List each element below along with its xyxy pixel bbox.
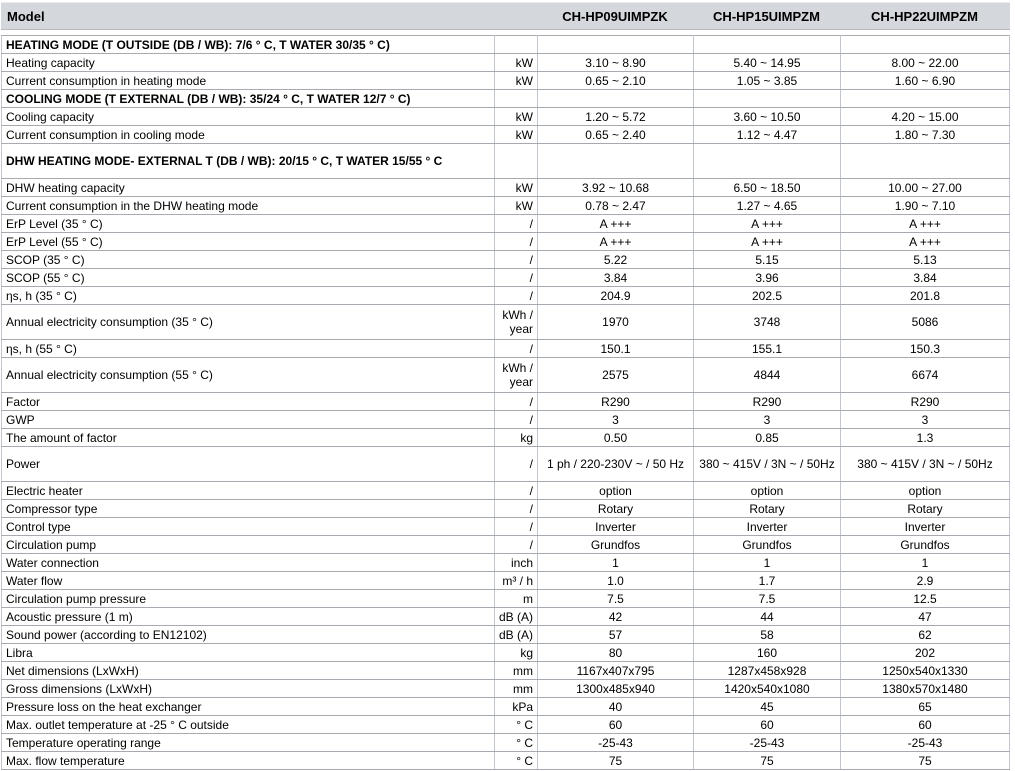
value-cell (841, 36, 1010, 54)
param-label: Heating capacity (2, 54, 495, 72)
table-row (2, 340, 1010, 358)
param-label: ErP Level (35 ° C) (2, 215, 495, 233)
value-cell: 150.3 (841, 340, 1010, 358)
param-label: Net dimensions (LxWxH) (2, 662, 495, 680)
table-row (2, 572, 1010, 590)
value-cell: 201.8 (841, 287, 1010, 305)
value-cell: 204.9 (538, 287, 694, 305)
table-row (2, 716, 1010, 734)
value-cell: 1250x540x1330 (841, 662, 1010, 680)
param-label: Libra (2, 644, 495, 662)
unit-cell: ° C (495, 752, 538, 770)
model-header-label: Model (7, 8, 45, 24)
param-label: Current consumption in the DHW heating mode (2, 197, 495, 215)
value-cell: A +++ (538, 215, 694, 233)
value-cell: 1.20 ~ 5.72 (538, 108, 694, 126)
value-cell: -25-43 (841, 734, 1010, 752)
value-cell: 6.50 ~ 18.50 (694, 179, 841, 197)
param-label: Control type (2, 518, 495, 536)
value-cell: 1.60 ~ 6.90 (841, 72, 1010, 90)
spec-table (1, 35, 1010, 770)
value-cell: 1380x570x1480 (841, 680, 1010, 698)
section-row (2, 36, 1010, 54)
unit-cell: dB (A) (495, 608, 538, 626)
value-cell: 202.5 (694, 287, 841, 305)
value-cell: 7.5 (538, 590, 694, 608)
value-cell: 3 (694, 411, 841, 429)
value-cell: 1.3 (841, 429, 1010, 447)
param-label: SCOP (55 ° C) (2, 269, 495, 287)
value-cell: Rotary (694, 500, 841, 518)
param-label: Sound power (according to EN12102) (2, 626, 495, 644)
table-row (2, 197, 1010, 215)
table-row (2, 287, 1010, 305)
value-cell: 12.5 (841, 590, 1010, 608)
table-row (2, 698, 1010, 716)
value-cell: Grundfos (694, 536, 841, 554)
value-cell: 1.7 (694, 572, 841, 590)
unit-cell: kPa (495, 698, 538, 716)
value-cell: 1.05 ~ 3.85 (694, 72, 841, 90)
value-cell: 62 (841, 626, 1010, 644)
value-cell: 202 (841, 644, 1010, 662)
value-cell: 3 (841, 411, 1010, 429)
column-header-model-2: CH-HP15UIMPZM (713, 8, 820, 24)
value-cell: 75 (694, 752, 841, 770)
value-cell: A +++ (841, 215, 1010, 233)
value-cell: 3.10 ~ 8.90 (538, 54, 694, 72)
param-label: Max. flow temperature (2, 752, 495, 770)
param-label: Max. outlet temperature at -25 ° C outside (2, 716, 495, 734)
value-cell: 380 ~ 415V / 3N ~ / 50Hz (841, 447, 1010, 482)
value-cell: 60 (538, 716, 694, 734)
value-cell: Rotary (841, 500, 1010, 518)
value-cell: 4844 (694, 358, 841, 393)
value-cell: 60 (694, 716, 841, 734)
value-cell: 150.1 (538, 340, 694, 358)
unit-cell: ° C (495, 716, 538, 734)
param-label: Power (2, 447, 495, 482)
table-row (2, 590, 1010, 608)
unit-cell: / (495, 251, 538, 269)
param-label: Circulation pump pressure (2, 590, 495, 608)
value-cell (538, 144, 694, 179)
table-header-row (1, 2, 1010, 30)
column-header-model-1: CH-HP09UIMPZK (562, 8, 668, 24)
spec-sheet (1, 2, 1010, 770)
unit-cell: / (495, 500, 538, 518)
section-row (2, 144, 1010, 179)
unit-cell: / (495, 536, 538, 554)
table-row (2, 251, 1010, 269)
value-cell: A +++ (538, 233, 694, 251)
value-cell: 160 (694, 644, 841, 662)
unit-cell: mm (495, 680, 538, 698)
param-label: Annual electricity consumption (55 ° C) (2, 358, 495, 393)
param-label: The amount of factor (2, 429, 495, 447)
table-row (2, 215, 1010, 233)
param-label: Temperature operating range (2, 734, 495, 752)
value-cell: 0.65 ~ 2.40 (538, 126, 694, 144)
unit-cell: m (495, 590, 538, 608)
value-cell: 1167x407x795 (538, 662, 694, 680)
value-cell: 0.65 ~ 2.10 (538, 72, 694, 90)
unit-cell: / (495, 482, 538, 500)
param-label: Acoustic pressure (1 m) (2, 608, 495, 626)
value-cell: 5.40 ~ 14.95 (694, 54, 841, 72)
param-label: Electric heater (2, 482, 495, 500)
table-row (2, 393, 1010, 411)
value-cell: Grundfos (538, 536, 694, 554)
table-row (2, 72, 1010, 90)
unit-cell: kg (495, 644, 538, 662)
value-cell: 3.84 (841, 269, 1010, 287)
unit-cell: kWh / year (495, 358, 538, 393)
unit-cell: / (495, 233, 538, 251)
value-cell: Inverter (694, 518, 841, 536)
unit-cell: kW (495, 126, 538, 144)
value-cell: 380 ~ 415V / 3N ~ / 50Hz (694, 447, 841, 482)
column-header-model-3: CH-HP22UIMPZM (871, 8, 978, 24)
param-label: DHW heating capacity (2, 179, 495, 197)
value-cell: Grundfos (841, 536, 1010, 554)
value-cell: 5.15 (694, 251, 841, 269)
value-cell: 60 (841, 716, 1010, 734)
value-cell: 5.13 (841, 251, 1010, 269)
value-cell: R290 (538, 393, 694, 411)
value-cell: 1300x485x940 (538, 680, 694, 698)
value-cell: 45 (694, 698, 841, 716)
unit-cell: mm (495, 662, 538, 680)
param-label: Circulation pump (2, 536, 495, 554)
value-cell: 1970 (538, 305, 694, 340)
value-cell: 2.9 (841, 572, 1010, 590)
table-row (2, 626, 1010, 644)
unit-cell: / (495, 518, 538, 536)
table-row (2, 608, 1010, 626)
table-row (2, 518, 1010, 536)
value-cell (694, 36, 841, 54)
unit-cell: / (495, 393, 538, 411)
unit-cell (495, 144, 538, 179)
table-row (2, 269, 1010, 287)
param-label: ErP Level (55 ° C) (2, 233, 495, 251)
value-cell: 57 (538, 626, 694, 644)
unit-cell: / (495, 447, 538, 482)
value-cell: 6674 (841, 358, 1010, 393)
table-row (2, 411, 1010, 429)
value-cell: 1.0 (538, 572, 694, 590)
value-cell: 44 (694, 608, 841, 626)
param-label: Cooling capacity (2, 108, 495, 126)
value-cell: 1 ph / 220-230V ~ / 50 Hz (538, 447, 694, 482)
param-label: Pressure loss on the heat exchanger (2, 698, 495, 716)
table-row (2, 447, 1010, 482)
value-cell: 7.5 (694, 590, 841, 608)
unit-cell: / (495, 287, 538, 305)
value-cell: 155.1 (694, 340, 841, 358)
table-row (2, 680, 1010, 698)
table-row (2, 500, 1010, 518)
param-label: Current consumption in heating mode (2, 72, 495, 90)
unit-cell (495, 90, 538, 108)
value-cell: 75 (841, 752, 1010, 770)
value-cell: A +++ (841, 233, 1010, 251)
value-cell: 3.92 ~ 10.68 (538, 179, 694, 197)
value-cell: 3.60 ~ 10.50 (694, 108, 841, 126)
section-label: DHW HEATING MODE- EXTERNAL T (DB / WB): 20/15 ° C, T WATER 15/55 ° C (2, 144, 495, 179)
table-row (2, 482, 1010, 500)
value-cell: 1.80 ~ 7.30 (841, 126, 1010, 144)
section-row (2, 90, 1010, 108)
unit-cell: inch (495, 554, 538, 572)
value-cell: option (841, 482, 1010, 500)
value-cell: 5086 (841, 305, 1010, 340)
value-cell: 47 (841, 608, 1010, 626)
unit-cell: kW (495, 197, 538, 215)
value-cell: option (538, 482, 694, 500)
param-label: ηs, h (35 ° C) (2, 287, 495, 305)
unit-cell: ° C (495, 734, 538, 752)
table-row (2, 734, 1010, 752)
unit-cell: kW (495, 179, 538, 197)
table-row (2, 752, 1010, 770)
param-label: SCOP (35 ° C) (2, 251, 495, 269)
table-row (2, 305, 1010, 340)
value-cell: 0.85 (694, 429, 841, 447)
value-cell: 1 (694, 554, 841, 572)
table-row (2, 554, 1010, 572)
value-cell: 0.50 (538, 429, 694, 447)
value-cell: 8.00 ~ 22.00 (841, 54, 1010, 72)
table-row (2, 108, 1010, 126)
value-cell: 5.22 (538, 251, 694, 269)
param-label: Gross dimensions (LxWxH) (2, 680, 495, 698)
param-label: Compressor type (2, 500, 495, 518)
unit-cell: / (495, 215, 538, 233)
value-cell: 2575 (538, 358, 694, 393)
unit-cell: dB (A) (495, 626, 538, 644)
param-label: Water connection (2, 554, 495, 572)
value-cell: 3.84 (538, 269, 694, 287)
table-row (2, 54, 1010, 72)
table-row (2, 126, 1010, 144)
section-label: COOLING MODE (T EXTERNAL (DB / WB): 35/24 ° C, T WATER 12/7 ° C) (2, 90, 495, 108)
value-cell: Rotary (538, 500, 694, 518)
value-cell: 10.00 ~ 27.00 (841, 179, 1010, 197)
param-label: Water flow (2, 572, 495, 590)
table-row (2, 429, 1010, 447)
unit-cell: / (495, 340, 538, 358)
value-cell: 1.27 ~ 4.65 (694, 197, 841, 215)
param-label: Current consumption in cooling mode (2, 126, 495, 144)
value-cell: 80 (538, 644, 694, 662)
param-label: GWP (2, 411, 495, 429)
value-cell: option (694, 482, 841, 500)
unit-cell: kW (495, 54, 538, 72)
unit-cell (495, 36, 538, 54)
value-cell: 1 (841, 554, 1010, 572)
unit-cell: kWh / year (495, 305, 538, 340)
value-cell: 1287x458x928 (694, 662, 841, 680)
value-cell: 65 (841, 698, 1010, 716)
value-cell: 3 (538, 411, 694, 429)
value-cell: R290 (841, 393, 1010, 411)
table-row (2, 644, 1010, 662)
table-row (2, 179, 1010, 197)
value-cell: 1.90 ~ 7.10 (841, 197, 1010, 215)
section-label: HEATING MODE (T OUTSIDE (DB / WB): 7/6 ° C, T WATER 30/35 ° C) (2, 36, 495, 54)
param-label: ηs, h (55 ° C) (2, 340, 495, 358)
value-cell (538, 36, 694, 54)
value-cell: 58 (694, 626, 841, 644)
unit-cell: / (495, 411, 538, 429)
unit-cell: m³ / h (495, 572, 538, 590)
value-cell: 0.78 ~ 2.47 (538, 197, 694, 215)
value-cell: 3.96 (694, 269, 841, 287)
table-row (2, 662, 1010, 680)
table-row (2, 536, 1010, 554)
value-cell: Inverter (538, 518, 694, 536)
value-cell (841, 144, 1010, 179)
value-cell: 3748 (694, 305, 841, 340)
table-row (2, 233, 1010, 251)
param-label: Annual electricity consumption (35 ° C) (2, 305, 495, 340)
unit-cell: / (495, 269, 538, 287)
table-row (2, 358, 1010, 393)
value-cell: 42 (538, 608, 694, 626)
value-cell: R290 (694, 393, 841, 411)
value-cell: 1.12 ~ 4.47 (694, 126, 841, 144)
value-cell: Inverter (841, 518, 1010, 536)
value-cell: 1 (538, 554, 694, 572)
param-label: Factor (2, 393, 495, 411)
unit-cell: kW (495, 72, 538, 90)
value-cell (538, 90, 694, 108)
value-cell (694, 90, 841, 108)
value-cell (841, 90, 1010, 108)
value-cell: -25-43 (694, 734, 841, 752)
value-cell (694, 144, 841, 179)
value-cell: A +++ (694, 233, 841, 251)
value-cell: A +++ (694, 215, 841, 233)
value-cell: -25-43 (538, 734, 694, 752)
unit-cell: kW (495, 108, 538, 126)
value-cell: 4.20 ~ 15.00 (841, 108, 1010, 126)
value-cell: 40 (538, 698, 694, 716)
unit-cell: kg (495, 429, 538, 447)
value-cell: 1420x540x1080 (694, 680, 841, 698)
value-cell: 75 (538, 752, 694, 770)
